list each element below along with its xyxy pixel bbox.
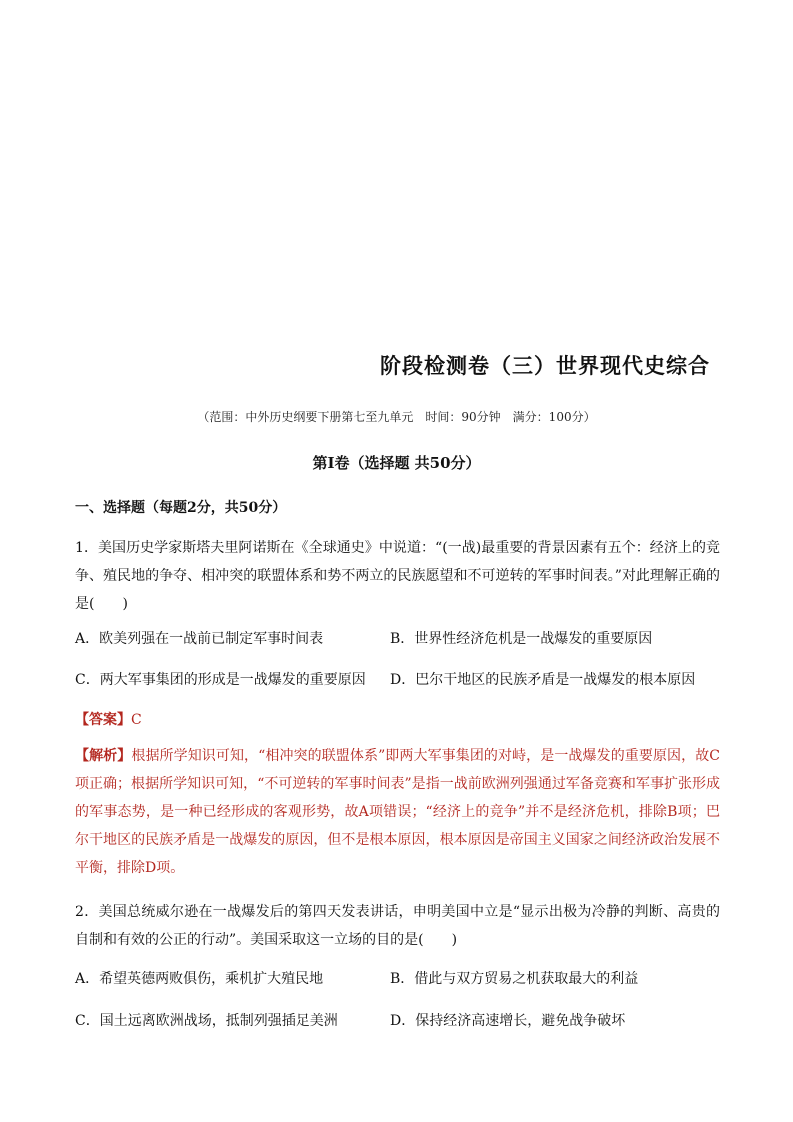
analysis-text: 根据所学知识可知，“相冲突的联盟体系”即两大军事集团的对峙，是一战爆发的重要原因，故C项正确；根据所学知识可知，“不可逆转的军事时间表”是指一战前欧洲列强通过军备竞赛和军事扩张形成的军事态势，是一种已经形成的客观形势，故A项错误；“经济上的竞争”并不是经济危机，排除B项；巴尔干地区的民族矛盾是一战爆发的原因，但不是根本原因，根本原因是帝国主义国家之间经济政治发展不平衡，排除D项。 xyxy=(75,748,721,876)
question-1-answer xyxy=(75,709,142,729)
question-2-option-c: C．国土远离欧洲战场，抵制列强插足美洲 xyxy=(75,1013,338,1029)
question-1-stem: 1．美国历史学家斯塔夫里阿诺斯在《全球通史》中说道：“(一战)最重要的背景因素有五个：经济上的竞争、殖民地的争夺、相冲突的联盟体系和势不两立的民族愿望和不可逆转的军事时间表。”对此理解正确的是( ) xyxy=(75,540,720,612)
question-1-option-d: D．巴尔干地区的民族矛盾是一战爆发的根本原因 xyxy=(390,672,696,688)
section-title: 第Ⅰ卷（选择题 共50分） xyxy=(312,454,481,472)
question-1-option-b: B．世界性经济危机是一战爆发的重要原因 xyxy=(390,631,653,647)
question-1-analysis xyxy=(75,742,720,882)
exam-scope-info: （范围：中外历史纲要下册第七至九单元 时间：90分钟 满分：100分） xyxy=(197,410,596,424)
analysis-tag: 【解析】 xyxy=(75,748,132,764)
question-1-option-c: C．两大军事集团的形成是一战爆发的重要原因 xyxy=(75,672,366,688)
part-title: 一、选择题（每题2分，共50分） xyxy=(75,500,287,516)
question-2-option-d: D．保持经济高速增长，避免战争破坏 xyxy=(390,1013,626,1029)
question-2-option-a: A．希望英德两败俱伤，乘机扩大殖民地 xyxy=(75,971,324,987)
page-title: 阶段检测卷（三）世界现代史综合 xyxy=(380,353,710,378)
question-1-option-a: A．欧美列强在一战前已制定军事时间表 xyxy=(75,631,324,647)
question-2-stem: 2．美国总统威尔逊在一战爆发后的第四天发表讲话，申明美国中立是“显示出极为冷静的判断、高贵的自制和有效的公正的行动”。美国采取这一立场的目的是( ) xyxy=(75,904,720,948)
answer-tag: 【答案】 xyxy=(75,712,131,728)
question-2-option-b: B．借此与双方贸易之机获取最大的利益 xyxy=(390,971,639,987)
answer-value: C xyxy=(131,712,142,728)
